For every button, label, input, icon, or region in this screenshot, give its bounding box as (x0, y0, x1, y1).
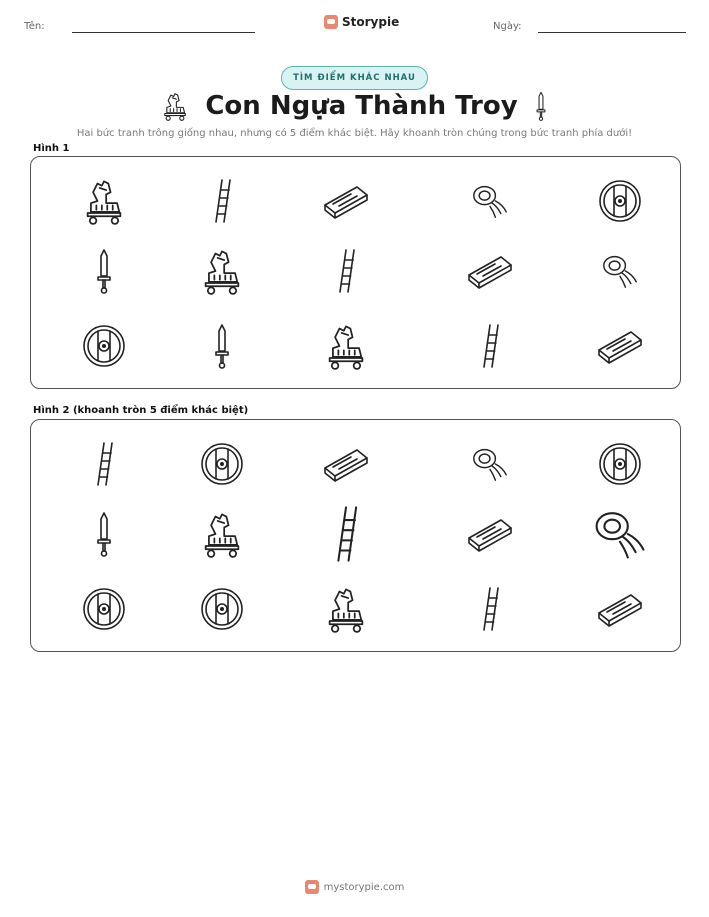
instructions: Hai bức tranh trông giống nhau, nhưng có 5 điểm khác biệt. Hãy khoanh tròn chúng trong bức tranh phía dưới! (76, 128, 633, 139)
horse-icon (324, 322, 368, 370)
panel-1-label: Hình 1 (33, 143, 70, 154)
brand-logo (324, 15, 399, 29)
shield-icon[interactable] (82, 587, 126, 631)
sword-icon (96, 247, 112, 295)
date-line[interactable] (538, 32, 686, 33)
shield-icon (82, 324, 126, 368)
rope-icon (470, 183, 510, 219)
sword-icon[interactable] (96, 510, 112, 558)
footer (305, 880, 405, 894)
horse-icon[interactable] (324, 585, 368, 633)
panel-2-label: Hình 2 (khoanh tròn 5 điểm khác biệt) (33, 405, 249, 416)
rope-icon[interactable] (591, 508, 649, 560)
ladder-icon (331, 247, 361, 295)
rope-icon (600, 253, 640, 289)
brand-name: Storypie (342, 15, 400, 29)
ladder-icon[interactable] (475, 585, 505, 633)
panel-2-grid (30, 419, 681, 652)
plank-icon[interactable] (321, 445, 371, 483)
shield-icon (598, 179, 642, 223)
page-title: Con Ngựa Thành Troy (205, 91, 518, 121)
sword-icon (534, 91, 548, 121)
plank-icon (465, 252, 515, 290)
ladder-icon[interactable] (327, 502, 365, 566)
shield-icon[interactable] (200, 442, 244, 486)
activity-badge: TÌM ĐIỂM KHÁC NHAU (281, 66, 428, 90)
name-line[interactable] (72, 32, 255, 33)
plank-icon (595, 327, 645, 365)
storypie-icon (324, 15, 338, 29)
plank-icon (321, 182, 371, 220)
date-label: Ngày: (493, 21, 522, 32)
plank-icon[interactable] (595, 590, 645, 628)
name-label: Tên: (24, 21, 45, 32)
storypie-icon (305, 880, 319, 894)
rope-icon[interactable] (470, 446, 510, 482)
plank-icon[interactable] (465, 515, 515, 553)
ladder-icon[interactable] (89, 440, 119, 488)
shield-icon[interactable] (598, 442, 642, 486)
panel-1-grid (30, 156, 681, 389)
sword-icon (214, 322, 230, 370)
footer-site[interactable]: mystorypie.com (323, 881, 405, 893)
horse-icon (161, 91, 189, 121)
horse-icon[interactable] (200, 510, 244, 558)
horse-icon (82, 177, 126, 225)
ladder-icon (475, 322, 505, 370)
shield-icon[interactable] (200, 587, 244, 631)
ladder-icon (207, 177, 237, 225)
horse-icon (200, 247, 244, 295)
